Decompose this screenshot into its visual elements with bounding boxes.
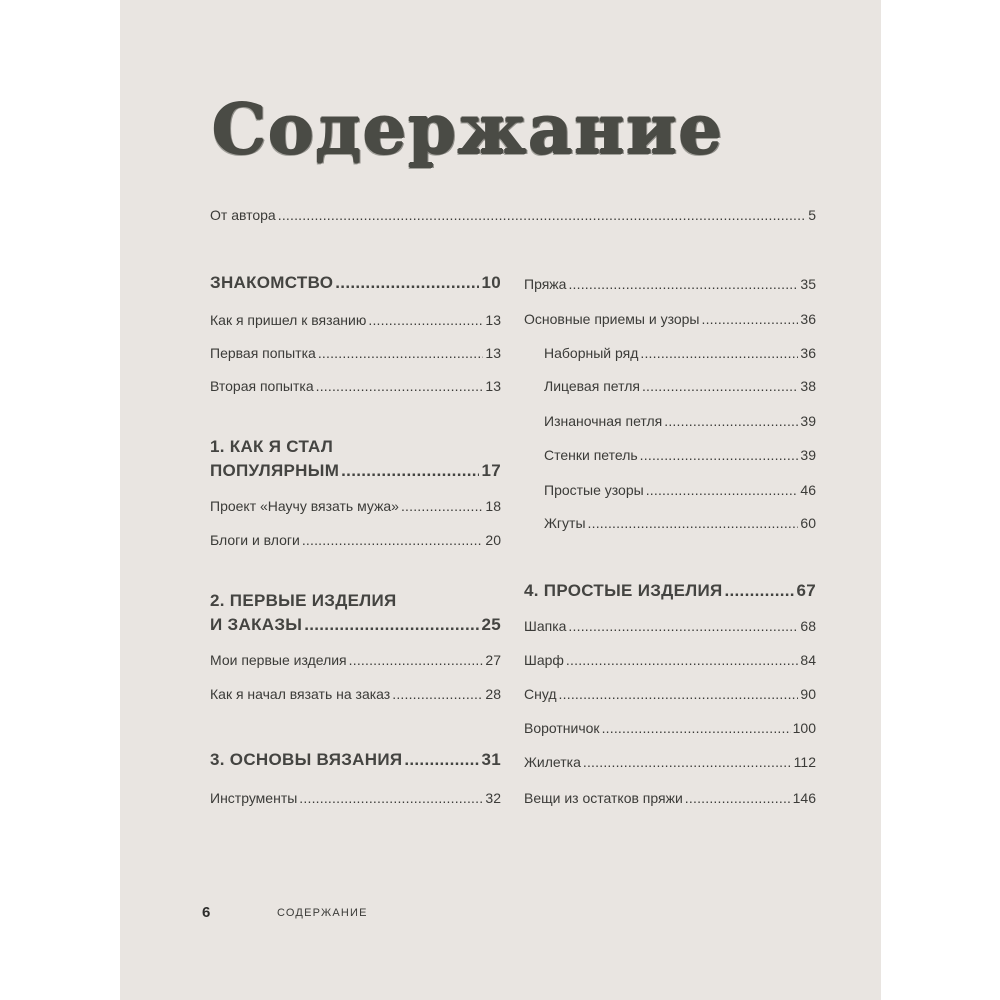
toc-entry-page: 13 (485, 345, 501, 361)
toc-subentry (544, 344, 816, 362)
toc-entry-label: От автора (210, 207, 276, 223)
section-heading-page: 17 (481, 461, 501, 480)
toc-entry-page: 39 (800, 447, 816, 463)
toc-entry-page: 68 (800, 618, 816, 634)
toc-entry (524, 719, 816, 737)
page-number: 6 (202, 904, 211, 921)
toc-section-heading (210, 614, 501, 636)
toc-entry-label: Мои первые изделия (210, 652, 347, 668)
toc-entry-label: Жилетка (524, 754, 581, 770)
dot-leader (646, 481, 799, 499)
toc-entry (524, 617, 816, 635)
section-heading-page: 67 (796, 581, 816, 600)
toc-entry (210, 377, 501, 395)
toc-entry (210, 651, 501, 669)
page-title: Содержание (212, 90, 724, 170)
section-heading-line1: 2. ПЕРВЫЕ ИЗДЕЛИЯ (210, 591, 397, 610)
section-heading-page: 31 (481, 750, 501, 769)
toc-entry-intro (210, 206, 816, 224)
toc-entry-label: Шарф (524, 652, 564, 668)
toc-entry-page: 5 (808, 207, 816, 223)
toc-entry-label: Лицевая петля (544, 378, 640, 394)
toc-entry-label: Снуд (524, 686, 557, 702)
toc-entry (524, 753, 816, 771)
toc-entry-page: 60 (800, 515, 816, 531)
toc-entry-page: 28 (485, 686, 501, 702)
dot-leader (602, 719, 791, 737)
dot-leader (368, 311, 483, 329)
toc-entry-page: 84 (800, 652, 816, 668)
toc-entry-label: Как я пришел к вязанию (210, 312, 367, 328)
toc-entry-page: 20 (485, 532, 501, 548)
toc-entry (524, 789, 816, 807)
toc-entry (210, 685, 501, 703)
toc-entry-label: Вещи из остатков пряжи (524, 790, 683, 806)
toc-entry-label: Первая попытка (210, 345, 316, 361)
toc-entry-label: Наборный ряд (544, 345, 639, 361)
toc-entry-page: 36 (800, 311, 816, 327)
toc-entry (524, 685, 816, 703)
toc-entry-page: 39 (800, 413, 816, 429)
toc-subentry (544, 412, 816, 430)
section-heading-page: 25 (481, 615, 501, 634)
toc-subentry (544, 481, 816, 499)
dot-leader (302, 531, 484, 549)
toc-entry-page: 13 (485, 312, 501, 328)
toc-section-heading (210, 272, 501, 294)
toc-entry-page: 38 (800, 378, 816, 394)
toc-entry-label: Вторая попытка (210, 378, 314, 394)
dot-leader (640, 344, 798, 362)
toc-entry-page: 36 (800, 345, 816, 361)
dot-leader (583, 753, 792, 771)
toc-entry-page: 32 (485, 790, 501, 806)
dot-leader (299, 789, 483, 807)
section-heading-page: 10 (481, 273, 501, 292)
dot-leader (568, 275, 798, 293)
toc-section-heading (210, 749, 501, 771)
toc-entry-label: Пряжа (524, 276, 567, 292)
toc-entry-label: Стенки петель (544, 447, 638, 463)
toc-entry-page: 18 (485, 498, 501, 514)
toc-section-heading (210, 460, 501, 482)
dot-leader (685, 789, 791, 807)
section-heading-label: 4. ПРОСТЫЕ ИЗДЕЛИЯ (524, 581, 723, 600)
toc-entry-page: 90 (800, 686, 816, 702)
dot-leader (335, 272, 479, 294)
dot-leader (318, 344, 484, 362)
toc-entry-page: 100 (792, 720, 816, 736)
toc-entry (524, 651, 816, 669)
toc-entry (524, 310, 816, 328)
toc-entry-label: Изнаночная петля (544, 413, 663, 429)
section-heading-line1: 1. КАК Я СТАЛ (210, 437, 334, 456)
toc-entry-label: Как я начал вязать на заказ (210, 686, 391, 702)
toc-entry-page: 27 (485, 652, 501, 668)
toc-entry-label: Воротничок (524, 720, 600, 736)
dot-leader (724, 580, 794, 602)
dot-leader (316, 377, 484, 395)
toc-entry-page: 35 (800, 276, 816, 292)
dot-leader (566, 651, 799, 669)
section-heading-label: ПОПУЛЯРНЫМ (210, 461, 340, 480)
dot-leader (341, 460, 479, 482)
toc-entry (210, 344, 501, 362)
dot-leader (640, 446, 799, 464)
section-heading-label: 3. ОСНОВЫ ВЯЗАНИЯ (210, 750, 403, 769)
dot-leader (401, 497, 483, 515)
dot-leader (349, 651, 484, 669)
section-heading-label: И ЗАКАЗЫ (210, 615, 303, 634)
dot-leader (559, 685, 799, 703)
dot-leader (568, 617, 798, 635)
toc-entry (524, 275, 816, 293)
toc-entry (210, 789, 501, 807)
toc-entry-label: Жгуты (544, 515, 586, 531)
dot-leader (701, 310, 798, 328)
toc-subentry (544, 514, 816, 532)
toc-entry (210, 531, 501, 549)
toc-entry (210, 311, 501, 329)
section-heading-label: ЗНАКОМСТВО (210, 273, 334, 292)
running-title: СОДЕРЖАНИЕ (277, 907, 368, 919)
dot-leader (404, 749, 479, 771)
toc-entry-label: Основные приемы и узоры (524, 311, 700, 327)
toc-entry-page: 46 (800, 482, 816, 498)
toc-entry-label: Шапка (524, 618, 567, 634)
toc-entry-label: Блоги и влоги (210, 532, 300, 548)
dot-leader (642, 377, 798, 395)
toc-entry-page: 146 (792, 790, 816, 806)
toc-entry-label: Проект «Научу вязать мужа» (210, 498, 399, 514)
dot-leader (278, 206, 806, 224)
toc-entry-page: 112 (793, 754, 816, 770)
toc-subentry (544, 446, 816, 464)
toc-entry-page: 13 (485, 378, 501, 394)
toc-entry (210, 497, 501, 515)
toc-entry-label: Простые узоры (544, 482, 644, 498)
toc-section-heading (524, 580, 816, 602)
toc-entry-label: Инструменты (210, 790, 298, 806)
toc-subentry (544, 377, 816, 395)
dot-leader (304, 614, 479, 636)
dot-leader (588, 514, 799, 532)
dot-leader (392, 685, 483, 703)
dot-leader (664, 412, 798, 430)
